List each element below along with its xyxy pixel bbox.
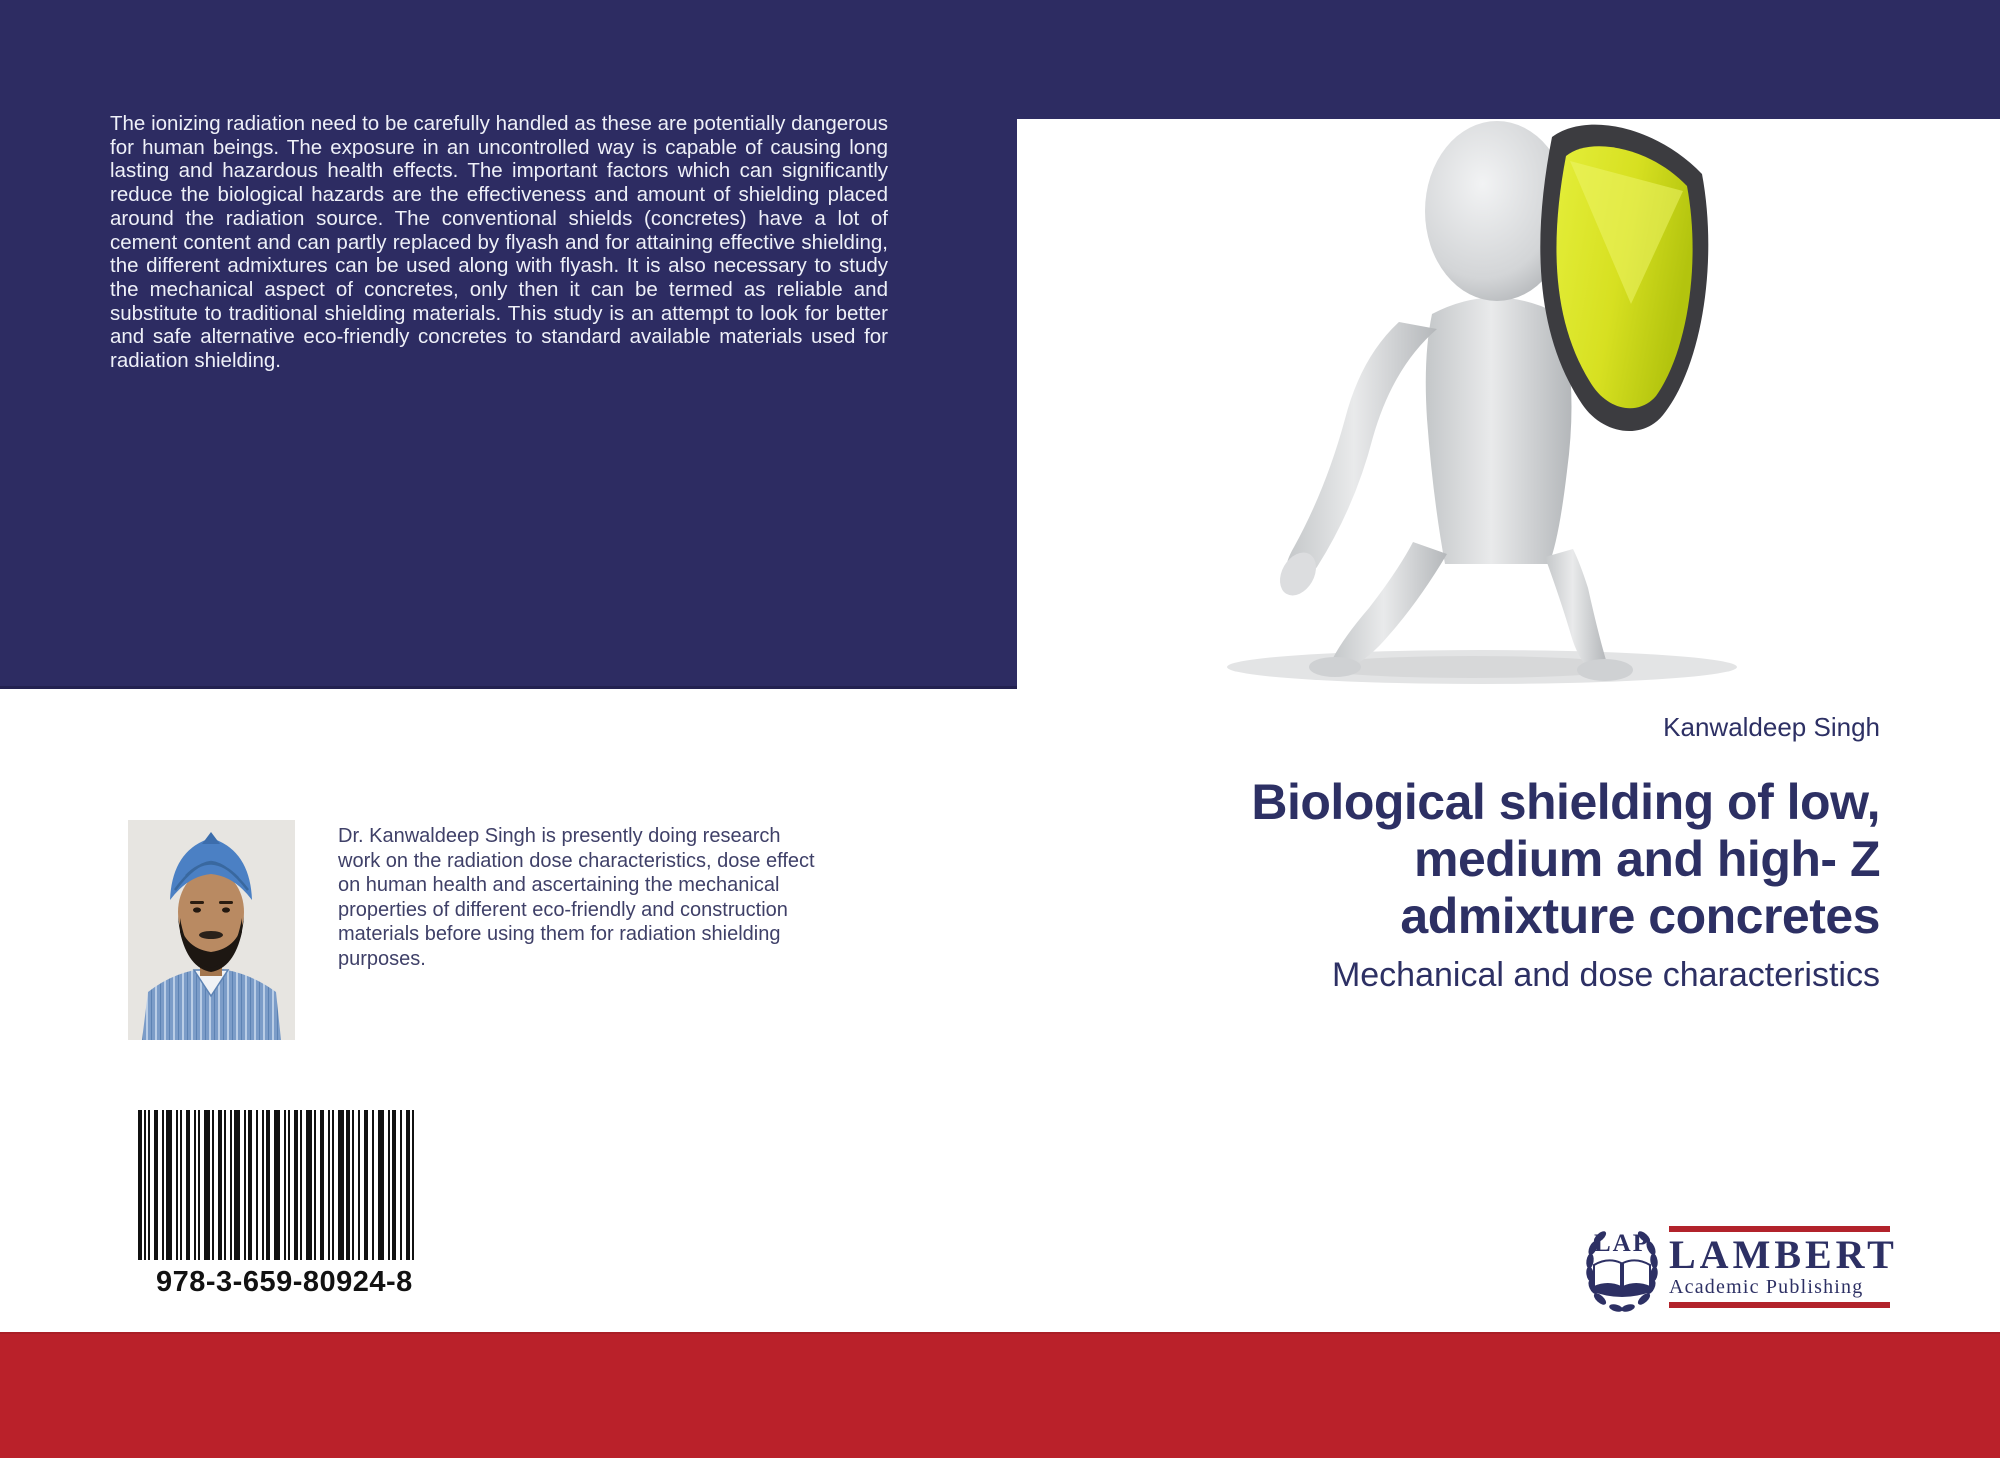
right-eye (222, 907, 230, 912)
left-eyebrow (190, 901, 204, 904)
book-right-page (1623, 1260, 1650, 1287)
right-eyebrow (219, 901, 233, 904)
publisher-logo (1669, 1226, 1898, 1308)
title-line-3: admixture concretes (1400, 888, 1880, 944)
figure-torso (1426, 298, 1572, 565)
back-cover-blurb: The ionizing radiation need to be carefully handled as these are potentially dangerous for human beings. The exposure in an uncontrolled way is capable of causing long lasting and hazardous health effects. The important factors which can significantly reduce the biological hazards are the effectiveness and amount of shielding placed around the radiation source. The conventional shields (concretes) have a lot of cement content and can partly replaced by flyash and for attaining effective shielding, the different admixtures can be used along with flyash. It is also necessary to study the mechanical aspect of concretes, only then it can be termed as reliable and substitute to traditional shielding materials. This study is an attempt to look for better and safe alternative eco-friendly concretes to standard available materials used for radiation shielding. (110, 112, 888, 373)
back-cover-panel (0, 0, 2000, 689)
title-line-1: Biological shielding of low, (1251, 774, 1880, 830)
author-portrait-image (128, 820, 295, 1040)
bottom-red-band (0, 1332, 2000, 1458)
figure-with-shield-icon (1017, 119, 2000, 689)
barcode (138, 1110, 420, 1260)
isbn-number: 978-3-659-80924-8 (156, 1266, 413, 1298)
lap-monogram: LAP (1594, 1230, 1650, 1257)
lap-emblem-graphic (1579, 1219, 1665, 1313)
publisher-tagline: Academic Publishing (1669, 1276, 1864, 1298)
author-bio: Dr. Kanwaldeep Singh is presently doing research work on the radiation dose characteristics, dose effect on human health and ascertaining the mechanical properties of different eco-friendly and construction materials before using them for radiation shielding purposes. (338, 825, 815, 970)
isbn-block (138, 1110, 438, 1299)
title-line-2: medium and high- Z (1414, 831, 1880, 887)
mustache (199, 931, 223, 939)
logo-bottom-rule (1669, 1302, 1890, 1308)
left-eye (193, 907, 201, 912)
author-photo (128, 820, 295, 1040)
book-title (1251, 774, 1880, 945)
book-subtitle: Mechanical and dose characteristics (1331, 956, 1880, 994)
book-left-page (1594, 1260, 1621, 1287)
figure-right-foot (1577, 659, 1633, 681)
lap-emblem-icon (1579, 1219, 1665, 1313)
publisher-name: LAMBERT (1669, 1232, 1898, 1277)
figure-left-foot (1309, 657, 1361, 677)
shield-figure-illustration (1017, 119, 2000, 689)
author-name: Kanwaldeep Singh (1663, 712, 1880, 742)
figure-left-leg (1332, 542, 1447, 669)
